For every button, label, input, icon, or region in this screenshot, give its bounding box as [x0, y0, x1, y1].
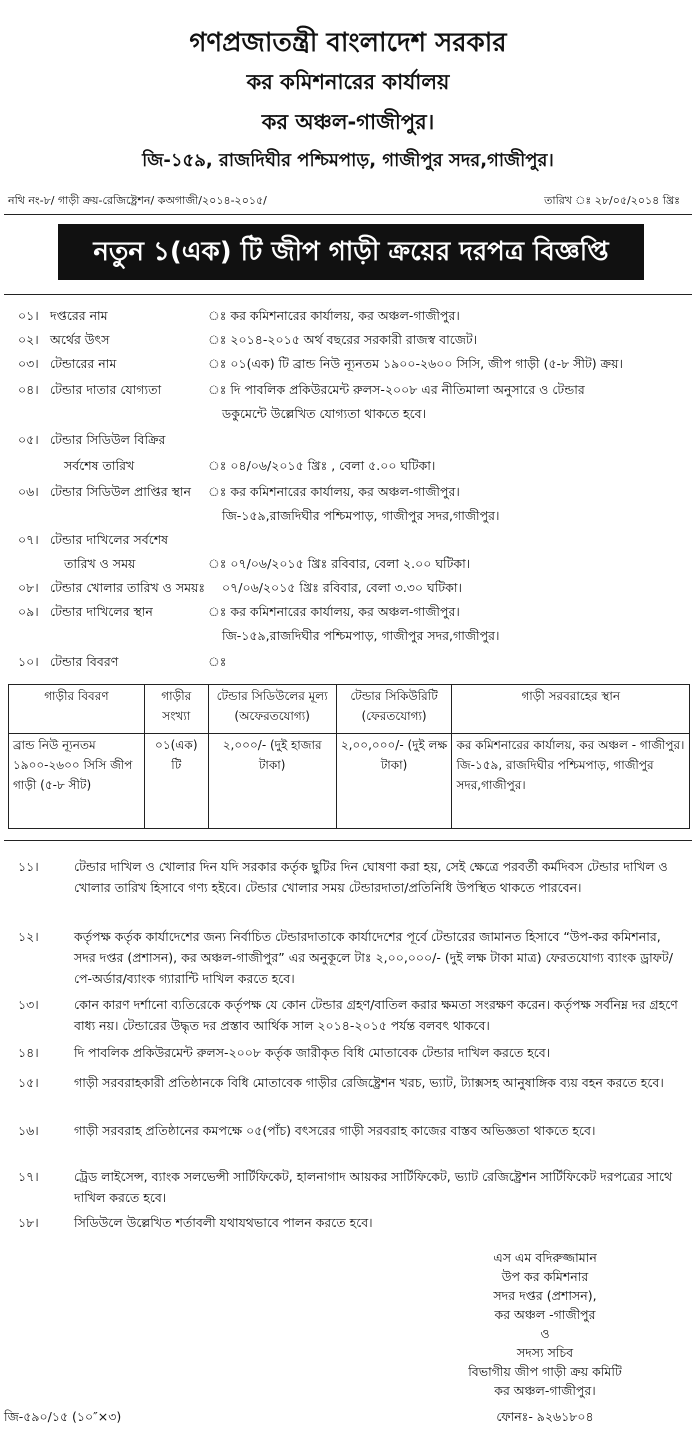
signatory-title: কর অঞ্চল -গাজীপুর — [494, 1307, 596, 1322]
detail-number: ০২। — [18, 332, 39, 347]
condition-item — [18, 856, 686, 898]
table-cell: ০১(এক) টি — [144, 734, 208, 829]
condition-text: দি পাবলিক প্রকিউরমেন্ট রুলস-২০০৮ কর্তৃক জারীকৃত বিধি মোতাবেক টেন্ডার দাখিল করতে হবে। — [74, 1045, 551, 1060]
condition-item — [18, 1072, 686, 1093]
detail-value-cont: ডকুমেন্টে উল্লেখিত যোগ্যতা থাকতে হবে। — [222, 406, 427, 421]
memo-number: নথি নং-৮/ গাড়ী ক্রয়-রেজিষ্ট্রেশন/ কঅগাজী/২০১৪-২০১৫/ — [8, 194, 267, 207]
divider — [4, 840, 692, 841]
detail-label: টেন্ডার বিবরণ — [50, 654, 119, 669]
detail-label: টেন্ডার সিডিউল প্রাপ্তির স্থান — [50, 484, 191, 499]
office-name: কর কমিশনারের কার্যালয় — [246, 70, 450, 94]
detail-label: টেন্ডার খোলার তারিখ ও সময়ঃ — [50, 580, 206, 595]
signatory-title: সদস্য সচিব — [516, 1345, 574, 1360]
detail-value: ঃ ২০১৪-২০১৫ অর্থ বছরের সরকারী রাজস্ব বাজেট। — [208, 332, 478, 347]
detail-label-cont: তারিখ ও সময় — [64, 556, 136, 571]
notice-banner: নতুন ১(এক) টি জীপ গাড়ী ক্রয়ের দরপত্র বিজ্ঞপ্তি — [58, 224, 644, 280]
detail-value: ঃ — [208, 654, 227, 669]
condition-number: ১৪। — [18, 1045, 39, 1060]
divider — [4, 294, 692, 295]
condition-number: ১৭। — [18, 1169, 39, 1184]
table-cell: ব্রান্ড নিউ ন্যূনতম ১৯০০-২৬০০ সিসি জীপ গাড়ী (৫-৮ সীট) — [9, 734, 145, 829]
condition-item — [18, 1042, 686, 1063]
signature-block — [420, 1248, 670, 1400]
condition-text: টেন্ডার দাখিল ও খোলার দিন যদি সরকার কর্তৃক ছুটির দিন ঘোষণা করা হয়, সেই ক্ষেত্রে পরবর্তী কর্মদিবস টেন্ডার দাখিল ও খোলার তারিখ হিসাবে গণ্য হইবে। টেন্ডার খোলার সময় টেন্ডারদাতা/প্রতিনিধি উপস্থিত থাকতে পারবেন। — [74, 859, 668, 895]
table-cell: ২,০০০/- (দুই হাজার টাকা) — [208, 734, 336, 829]
table-row — [9, 734, 690, 829]
detail-value: ঃ কর কমিশনারের কার্যালয়, কর অঞ্চল-গাজীপুর। — [208, 604, 460, 619]
condition-item — [18, 1212, 686, 1233]
condition-text: কর্তৃপক্ষ কর্তৃক কার্যাদেশের জন্য নির্বাচিত টেন্ডারদাতাকে কার্যাদেশের পূর্বে টেন্ডারের জামানত হিসাবে “উপ-কর কমিশনার, সদর দপ্তর (প্রশাসন), কর অঞ্চল-গাজীপুর” এর অনুকূলে টাঃ ২,০০,০০০/- (দুই লক্ষ টাকা মাত্র) ফেরতযোগ্য ব্যাংক ড্রাফট/পে-অর্ডার/ব্যাংক গ্যারান্টি দাখিল করতে হবে। — [74, 929, 673, 986]
detail-value: ঃ কর কমিশনারের কার্যালয়, কর অঞ্চল-গাজীপুর। — [208, 484, 460, 499]
detail-label: টেন্ডারের নাম — [50, 356, 117, 371]
condition-text: সিডিউলে উল্লেখিত শর্তাবলী যথাযথভাবে পালন করতে হবে। — [74, 1215, 373, 1230]
detail-label: টেন্ডার দাখিলের স্থান — [50, 604, 153, 619]
table-header: গাড়ীর সংখ্যা — [144, 685, 208, 734]
condition-item — [18, 1166, 686, 1208]
table-header: গাড়ীর বিবরণ — [9, 685, 145, 734]
condition-text: গাড়ী সরবরাহকারী প্রতিষ্ঠানকে বিধি মোতাবেক গাড়ীর রেজিষ্ট্রেশন খরচ, ভ্যাট, ট্যাক্সসহ আনুষাঙ্গিক ব্যয় বহন করতে হবে। — [74, 1075, 664, 1090]
detail-number: ০১। — [18, 308, 39, 323]
detail-number: ০৪। — [18, 382, 39, 397]
table-header: টেন্ডার সিডিউলের মূল্য (অফেরতযোগ্য) — [208, 685, 336, 734]
signatory-title: কর অঞ্চল-গাজীপুর। — [494, 1383, 596, 1398]
publication-ref: জি-৫৯০/১৫ (১০″×৩) — [4, 1409, 122, 1424]
detail-label: দপ্তরের নাম — [50, 308, 108, 323]
detail-value: ঃ ০৪/০৬/২০১৫ খ্রিঃ , বেলা ৫.০০ ঘটিকা। — [208, 458, 436, 473]
office-address: জি-১৫৯, রাজদিঘীর পশ্চিমপাড়, গাজীপুর সদর,গাজীপুর। — [142, 150, 554, 171]
condition-text: ট্রেড লাইসেন্স, ব্যাংক সলভেন্সী সার্টিফিকেট, হালনাগাদ আয়কর সার্টিফিকেট, ভ্যাট রেজিষ্ট্রেশন সার্টিফিকেট দরপত্রের সাথে দাখিল করতে হবে। — [74, 1169, 673, 1205]
detail-number: ০৩। — [18, 356, 39, 371]
condition-item — [18, 994, 686, 1036]
detail-value-cont: জি-১৫৯,রাজদিঘীর পশ্চিমপাড়, গাজীপুর সদর,গাজীপুর। — [222, 508, 500, 523]
zone-name: কর অঞ্চল-গাজীপুর। — [261, 110, 435, 134]
detail-label: টেন্ডার দাতার যোগ্যতা — [50, 382, 162, 397]
table-header: টেন্ডার সিকিউরিটি (ফেরতযোগ্য) — [336, 685, 452, 734]
condition-number: ১৫। — [18, 1075, 39, 1090]
condition-item — [18, 1120, 686, 1141]
condition-text: গাড়ী সরবরাহ প্রতিষ্ঠানের কমপক্ষে ০৫(পাঁচ) বৎসরের গাড়ী সরবরাহ কাজের বাস্তব অভিজ্ঞতা থাকতে হবে। — [74, 1123, 596, 1138]
table-cell: কর কমিশনারের কার্যালয়, কর অঞ্চল - গাজীপুর। জি-১৫৯, রাজদিঘীর পশ্চিমপাড়, গাজীপুর সদর,গাজীপুর। — [452, 734, 690, 829]
signatory-title: সদর দপ্তর (প্রশাসন), — [493, 1288, 597, 1303]
detail-value: ঃ দি পাবলিক প্রকিউরমেন্ট রুলস-২০০৮ এর নীতিমালা অনুসারে ও টেন্ডার — [208, 382, 585, 397]
memo-date: তারিখ ঃ ২৮/০৫/২০১৪ খ্রিঃ — [544, 194, 680, 207]
detail-value: ঃ ০৭/০৬/২০১৫ খ্রিঃ রবিবার, বেলা ২.০০ ঘটিকা। — [208, 556, 471, 571]
detail-number: ০৬। — [18, 484, 39, 499]
table-cell: ২,০০,০০০/- (দুই লক্ষ টাকা) — [336, 734, 452, 829]
signatory-name: এস এম বদিরুজ্জামান — [493, 1250, 597, 1265]
detail-label: অর্থের উৎস — [50, 332, 110, 347]
detail-number: ১০। — [18, 654, 39, 669]
phone-number: ফোনঃ- ৯২৬১৮০৪ — [496, 1409, 594, 1424]
detail-value-cont: জি-১৫৯,রাজদিঘীর পশ্চিমপাড়, গাজীপুর সদর,গাজীপুর। — [222, 628, 500, 643]
condition-text: কোন কারণ দর্শানো ব্যতিরেকে কর্তৃপক্ষ যে কোন টেন্ডার গ্রহণ/বাতিল করার ক্ষমতা সংরক্ষণ করেন। কর্তৃপক্ষ সর্বনিম্ন দর গ্রহণে বাধ্য নয়। টেন্ডারের উদ্ধৃত দর প্রস্তাব আর্থিক সাল ২০১৪-২০১৫ পর্যন্ত বলবৎ থাকবে। — [74, 997, 678, 1033]
signatory-title: উপ কর কমিশনার — [501, 1269, 589, 1284]
condition-item — [18, 926, 686, 989]
detail-value: ঃ ০১(এক) টি ব্রান্ড নিউ ন্যূনতম ১৯০০-২৬০০ সিসি, জীপ গাড়ী (৫-৮ সীট) ক্রয়। — [208, 356, 623, 371]
table-header: গাড়ী সরবরাহের স্থান — [452, 685, 690, 734]
govt-title: গণপ্রজাতন্ত্রী বাংলাদেশ সরকার — [189, 28, 507, 58]
divider — [4, 214, 692, 215]
table-header-row — [9, 685, 690, 734]
signatory-title: বিভাগীয় জীপ গাড়ী ক্রয় কমিটি — [468, 1364, 622, 1379]
condition-number: ১৬। — [18, 1123, 39, 1138]
detail-number: ০৯। — [18, 604, 39, 619]
condition-number: ১১। — [18, 859, 39, 874]
tender-spec-table — [8, 684, 690, 829]
detail-number: ০৭। — [18, 532, 39, 547]
detail-value: ঃ কর কমিশনারের কার্যালয়, কর অঞ্চল-গাজীপুর। — [208, 308, 460, 323]
detail-label-cont: সর্বশেষ তারিখ — [64, 458, 135, 473]
detail-value: ০৭/০৬/২০১৫ খ্রিঃ রবিবার, বেলা ৩.৩০ ঘটিকা। — [222, 580, 462, 595]
detail-number: ০৮। — [18, 580, 39, 595]
detail-label: টেন্ডার দাখিলের সর্বশেষ — [50, 532, 169, 547]
detail-number: ০৫। — [18, 432, 39, 447]
detail-label: টেন্ডার সিডিউল বিক্রির — [50, 432, 166, 447]
condition-number: ১৩। — [18, 997, 39, 1012]
condition-number: ১৮। — [18, 1215, 39, 1230]
signatory-conjunction: ও — [540, 1326, 550, 1341]
condition-number: ১২। — [18, 929, 39, 944]
